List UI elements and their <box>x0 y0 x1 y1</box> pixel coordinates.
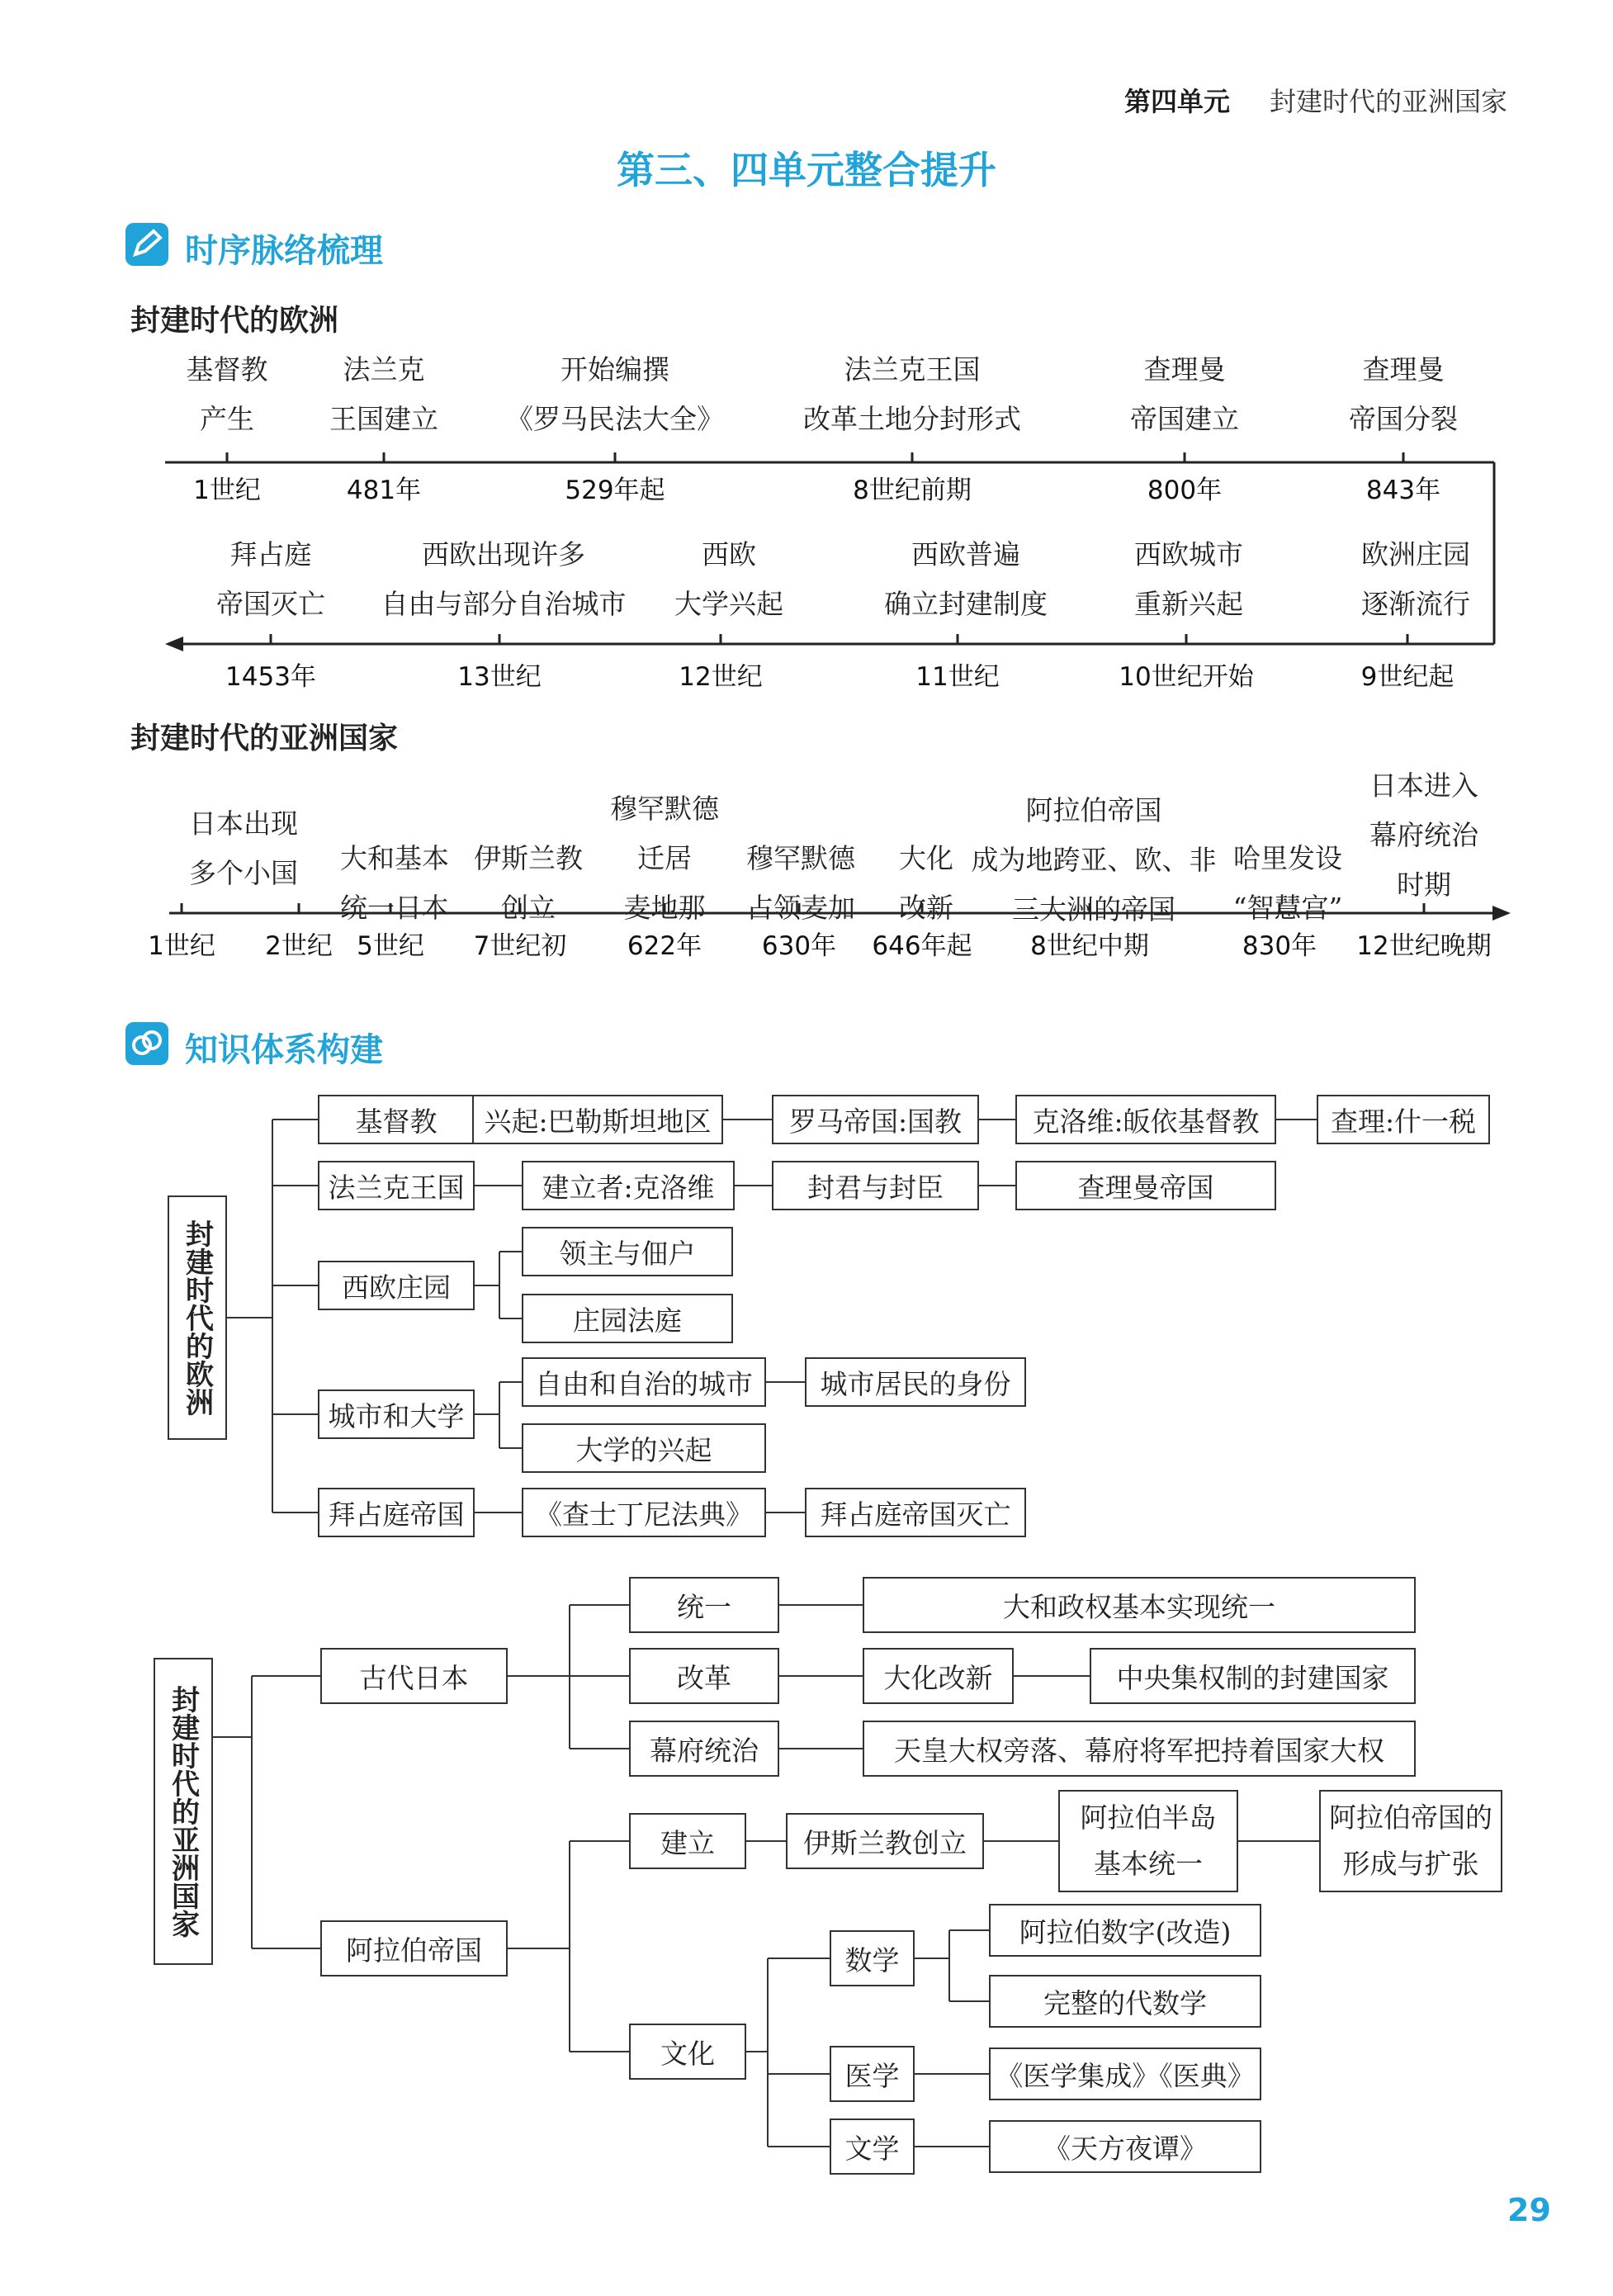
node-taika-reform: 大化改新 <box>863 1648 1014 1704</box>
node-reform: 改革 <box>629 1648 779 1704</box>
event-line2: 大学兴起 <box>674 588 783 620</box>
node-shogunate: 幕府统治 <box>629 1721 779 1777</box>
node-charlemagne-empire: 查理曼帝国 <box>1015 1161 1276 1210</box>
page-number: 29 <box>1507 2192 1551 2228</box>
event-line2: 自由与部分自治城市 <box>381 588 627 620</box>
event-line2: 王国建立 <box>329 403 438 435</box>
event-line2: 多个小国 <box>189 857 298 889</box>
date-label: 11世纪 <box>915 662 1000 692</box>
event-line1: 伊斯兰教 <box>474 842 583 874</box>
event-line2: 帝国灭亡 <box>216 588 325 620</box>
node-manor-court: 庄园法庭 <box>522 1294 733 1343</box>
date-label: 843年 <box>1365 476 1441 505</box>
node-centralized-state: 中央集权制的封建国家 <box>1090 1648 1416 1704</box>
date-label: 7世纪初 <box>473 931 567 961</box>
date-label: 12世纪 <box>679 662 763 692</box>
event-line2: 改新 <box>899 892 953 924</box>
node-university-rise: 大学的兴起 <box>522 1423 766 1473</box>
node-byzantine-fall: 拜占庭帝国灭亡 <box>805 1488 1026 1537</box>
event-line1: 法兰克王国 <box>844 353 981 386</box>
europe-map-root: 封建时代的欧洲 <box>168 1195 227 1440</box>
event-line1: 日本进入 <box>1369 769 1478 802</box>
node-shogun-power: 天皇大权旁落、幕府将军把持着国家大权 <box>863 1721 1416 1777</box>
event-line1: 开始编撰 <box>561 353 669 386</box>
event-line1: 大和基本 <box>340 842 449 874</box>
event-line1: 欧洲庄园 <box>1361 538 1470 570</box>
node-islam-founded: 伊斯兰教创立 <box>786 1813 984 1869</box>
date-label: 481年 <box>346 476 422 505</box>
node-line2: 基本统一 <box>1094 1848 1203 1880</box>
event-line2: 帝国建立 <box>1130 403 1239 435</box>
node-algebra: 完整的代数学 <box>989 1975 1261 2028</box>
event-line1: 日本出现 <box>189 807 298 840</box>
node-founder-clovis: 建立者:克洛维 <box>522 1161 735 1210</box>
event-line1: 穆罕默德 <box>610 793 719 825</box>
event-line1: 哈里发设 <box>1233 842 1342 874</box>
date-label: 5世纪 <box>357 931 424 961</box>
node-mathematics: 数学 <box>830 1930 915 1986</box>
event-line1: 西欧出现许多 <box>422 538 585 570</box>
event-line1: 法兰克 <box>343 353 425 386</box>
unit-label: 第四单元 <box>1124 86 1231 117</box>
node-christianity: 基督教 <box>318 1095 475 1144</box>
node-culture: 文化 <box>629 2024 746 2080</box>
node-line1: 阿拉伯半岛 <box>1080 1801 1217 1834</box>
node-lords-tenants: 领主与佃户 <box>522 1227 733 1276</box>
node-peninsula-unified <box>1058 1790 1238 1892</box>
node-tithe: 查理:什一税 <box>1317 1095 1490 1144</box>
event-line2: 改革土地分封形式 <box>803 403 1021 435</box>
date-label: 830年 <box>1242 931 1317 961</box>
event-line2: “智慧宫” <box>1232 892 1343 924</box>
node-establishment: 建立 <box>629 1813 746 1869</box>
date-label: 8世纪前期 <box>853 476 972 505</box>
event-line2: 帝国分裂 <box>1349 403 1458 435</box>
event-line1: 西欧普遍 <box>911 538 1020 570</box>
event-line1: 阿拉伯帝国 <box>1025 794 1162 826</box>
node-cities-universities: 城市和大学 <box>318 1389 475 1439</box>
event-line3: 时期 <box>1397 869 1451 901</box>
event-line1: 穆罕默德 <box>746 842 855 874</box>
node-arab-empire: 阿拉伯帝国 <box>320 1920 508 1976</box>
asia-map-root: 封建时代的亚洲国家 <box>154 1658 213 1965</box>
node-lords-vassals: 封君与封臣 <box>772 1161 979 1210</box>
date-label: 9世纪起 <box>1360 662 1455 692</box>
date-label: 1453年 <box>225 662 316 692</box>
node-free-cities: 自由和自治的城市 <box>522 1357 766 1407</box>
node-yamato-unification: 大和政权基本实现统一 <box>863 1577 1416 1633</box>
section-heading-knowledge: 知识体系构建 <box>185 1031 383 1069</box>
node-medical-books: 《医学集成》《医典》 <box>989 2047 1261 2100</box>
date-label: 646年起 <box>872 931 972 961</box>
event-line1: 基督教 <box>186 353 268 386</box>
event-line2: 重新兴起 <box>1134 588 1243 620</box>
node-byzantine: 拜占庭帝国 <box>318 1488 475 1537</box>
unit-subtitle: 封建时代的亚洲国家 <box>1270 86 1508 117</box>
date-label: 13世纪 <box>457 662 542 692</box>
europe-timeline-heading: 封建时代的欧洲 <box>130 304 339 338</box>
node-roman-state-religion: 罗马帝国:国教 <box>772 1095 979 1144</box>
event-line3: 三大洲的帝国 <box>1012 893 1175 926</box>
event-line1: 西欧城市 <box>1134 538 1243 570</box>
event-line2: 幕府统治 <box>1369 819 1478 851</box>
event-line2: 创立 <box>501 892 556 924</box>
date-label: 529年起 <box>565 476 665 505</box>
date-label: 2世纪 <box>265 931 333 961</box>
date-label: 10世纪开始 <box>1119 662 1254 692</box>
event-line2: 统一日本 <box>340 892 449 924</box>
event-line1: 查理曼 <box>1362 353 1445 386</box>
page-title: 第三、四单元整合提升 <box>617 148 996 192</box>
asia-timeline-heading: 封建时代的亚洲国家 <box>130 722 399 755</box>
node-line1: 阿拉伯帝国的 <box>1329 1801 1492 1834</box>
date-label: 12世纪晚期 <box>1356 931 1492 961</box>
date-label: 1世纪 <box>193 476 261 505</box>
date-label: 1世纪 <box>148 931 215 961</box>
node-justinian-code: 《查士丁尼法典》 <box>522 1488 766 1537</box>
event-line2: 确立封建制度 <box>884 588 1048 620</box>
event-line2: 成为地跨亚、欧、非 <box>971 844 1217 876</box>
section-heading-timeline: 时序脉络梳理 <box>185 232 383 270</box>
node-arabic-numerals: 阿拉伯数字(改造) <box>989 1904 1261 1957</box>
node-frankish-kingdom: 法兰克王国 <box>318 1161 475 1210</box>
date-label: 8世纪中期 <box>1030 931 1149 961</box>
node-medicine: 医学 <box>830 2046 915 2102</box>
node-citizen-status: 城市居民的身份 <box>805 1357 1026 1407</box>
node-arabian-nights: 《天方夜谭》 <box>989 2120 1261 2173</box>
node-empire-expansion <box>1319 1790 1502 1892</box>
node-unification: 统一 <box>629 1577 779 1633</box>
node-line2: 形成与扩张 <box>1342 1848 1479 1880</box>
node-ancient-japan: 古代日本 <box>320 1648 508 1704</box>
date-label: 622年 <box>627 931 702 961</box>
node-origin-palestine: 兴起:巴勒斯坦地区 <box>472 1095 723 1144</box>
node-clovis-converts: 克洛维:皈依基督教 <box>1015 1095 1276 1144</box>
node-manor: 西欧庄园 <box>318 1261 475 1310</box>
event-line3: 麦地那 <box>623 892 706 924</box>
event-line1: 查理曼 <box>1143 353 1226 386</box>
event-line2: 占领麦加 <box>746 892 855 924</box>
date-label: 630年 <box>761 931 837 961</box>
event-line2: 产生 <box>200 403 254 435</box>
event-line1: 西欧 <box>702 538 756 570</box>
event-line2: 迁居 <box>637 842 692 874</box>
event-line2: 逐渐流行 <box>1361 588 1470 620</box>
node-literature: 文学 <box>830 2118 915 2175</box>
event-line1: 拜占庭 <box>229 538 312 570</box>
event-line1: 大化 <box>899 842 953 874</box>
date-label: 800年 <box>1147 476 1223 505</box>
event-line2: 《罗马民法大全》 <box>506 403 724 435</box>
